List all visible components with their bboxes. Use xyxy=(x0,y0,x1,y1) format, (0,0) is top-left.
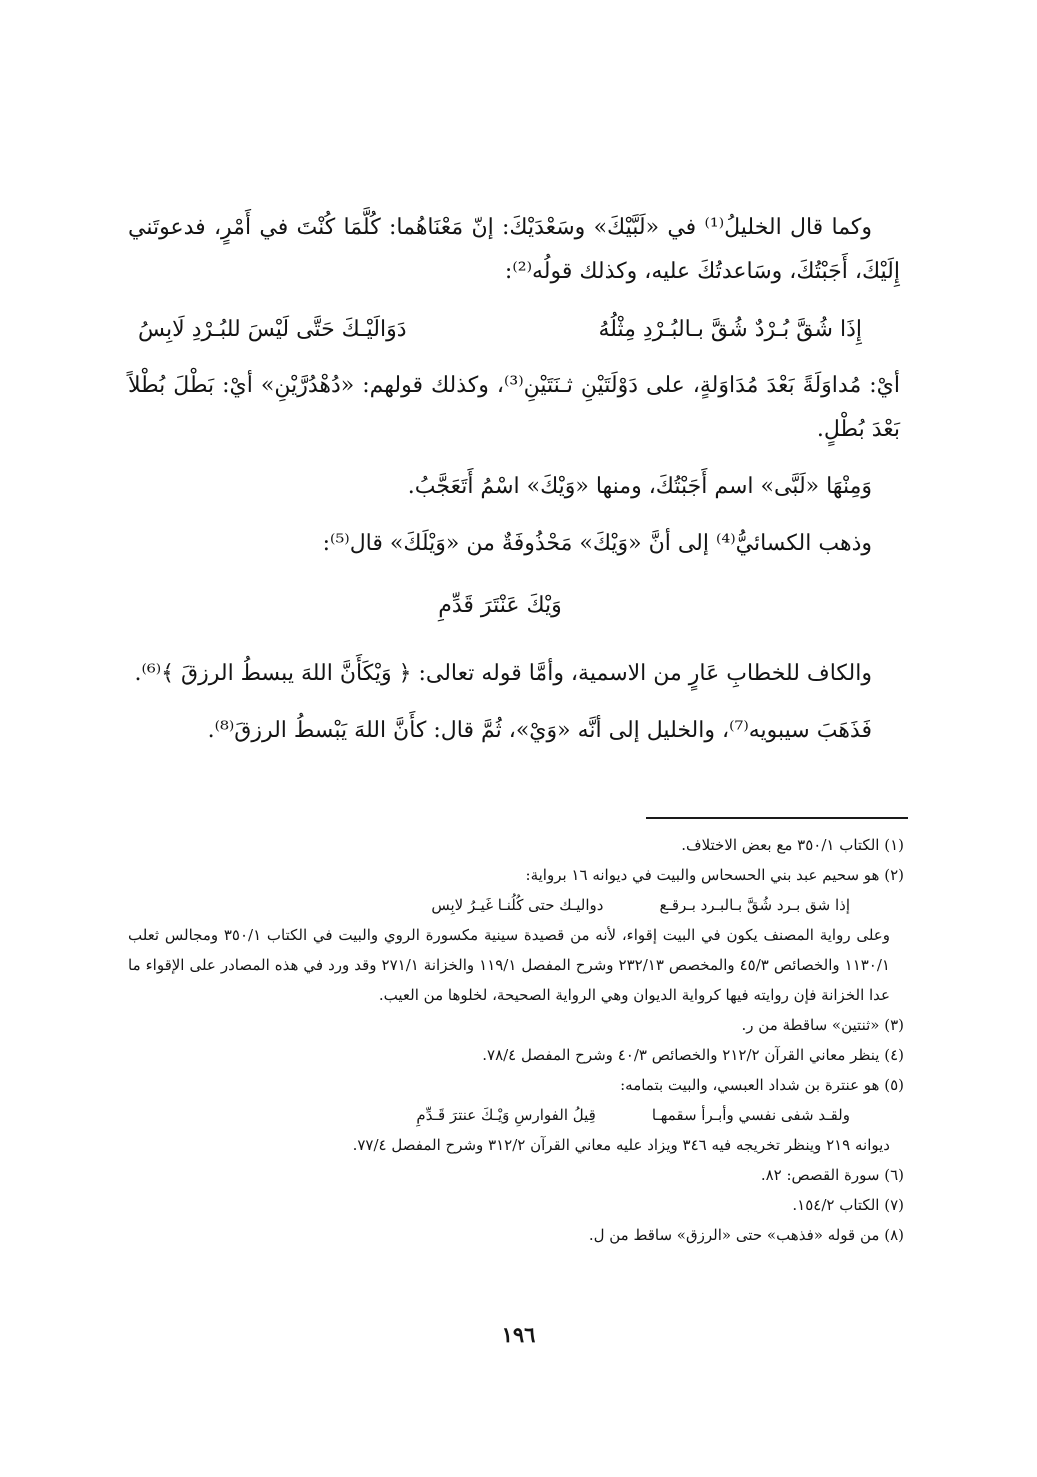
footnote-5-verse-first: ولقـد شفى نفسي وأبـرأ سقمهـا xyxy=(651,1106,850,1124)
verse-2-text: وَيْكَ عَنْتَرَ قَدِّمِ xyxy=(438,593,562,618)
verse-1-first-hemistich: إِذَا شُقَّ بُـرْدٌ شُقَّ بـالبُـرْدِ مِثْلُهُ xyxy=(598,317,862,342)
footnote-2-verse-first: إذا شق بـرد شُقَّ بـالبـرد بـرقـع xyxy=(659,896,850,914)
footnote-6: (٦) سورة القصص: ٨٢. xyxy=(760,1166,904,1184)
footnote-1: (١) الكتاب ٣٥٠/١ مع بعض الاختلاف. xyxy=(681,836,904,854)
footnote-4: (٤) ينظر معاني القرآن ٢١٢/٢ والخصائص ٤٠/٣ وشرح المفصل ٧٨/٤. xyxy=(482,1046,904,1064)
page-number: ١٩٦ xyxy=(501,1322,536,1347)
paragraph-4: وذهب الكسائيُّ⁽⁴⁾ إلى أنَّ «وَيْكَ» مَحْذُوفَةٌ من «وَيْلَكَ» قال⁽⁵⁾: xyxy=(322,531,872,556)
footnote-5-verse xyxy=(128,1100,904,1130)
verse-1 xyxy=(128,308,900,352)
footnote-5-continuation: ديوانه ٢١٩ وينظر تخريجه فيه ٣٤٦ ويزاد عليه معاني القرآن ٣١٢/٢ وشرح المفصل ٧٧/٤. xyxy=(352,1136,890,1154)
footnote-2: (٢) هو سحيم عبد بني الحسحاس والبيت في ديوانه ١٦ برواية: xyxy=(525,866,904,884)
footnote-5: (٥) هو عنترة بن شداد العبسي، والبيت بتمامه: xyxy=(620,1076,904,1094)
paragraph-2: أيْ: مُداوَلَةً بَعْدَ مُدَاوَلةٍ، على دَوْلَتَيْنِ ثـنَتَيْنِ⁽³⁾، وكذلك قولهم: «دُهْدُرَّيْنِ» أيْ: بَطْلَ بُطْلاً بَعْدَ بُطْلٍ. xyxy=(128,373,900,442)
footnote-3: (٣) «ثنتين» ساقطة من ر. xyxy=(741,1016,904,1034)
verse-2 xyxy=(128,584,900,628)
paragraph-1: وكما قال الخليلُ⁽¹⁾ في «لَبَّيْكَ» وسَعْدَيْكَ: إنّ مَعْنَاهُما: كُلَّمَا كُنْتَ في أَمْرٍ، فدعوتَني إِلَيْكَ، أَجَبْتُكَ، وسَاعدتُكَ عليه، وكذلك قولُه⁽²⁾: xyxy=(128,215,900,284)
verse-1-second-hemistich: دَوَالَيْـكَ حَتَّى لَيْسَ للبُـرْدِ لَابِسُ xyxy=(138,317,407,342)
footnote-2-verse-second: دواليـك حتى كُلُنـا غَيـرُ لابِس xyxy=(431,896,604,914)
footnote-5-verse-second: قِيلُ الفوارسِ وَيْـكَ عنترَ قَـدِّمِ xyxy=(416,1106,596,1124)
paragraph-3: وَمِنْهَا «لَبَّى» اسم أَجَبْتُكَ، ومنها «وَيْكَ» اسْمُ أَتَعَجَّبُ. xyxy=(407,474,872,499)
footnote-divider xyxy=(646,817,908,819)
footnote-7: (٧) الكتاب ١٥٤/٢. xyxy=(792,1196,904,1214)
paragraph-5: والكاف للخطابِ عَارٍ من الاسمية، وأمَّا قوله تعالى: ﴿ وَيْكَأَنَّ اللهَ يبسطُ الرزقَ ﴾⁽⁶⁾. xyxy=(134,661,872,686)
main-text xyxy=(128,206,900,753)
footnote-2-continuation: وعلى رواية المصنف يكون في البيت إقواء، لأنه من قصيدة سينية مكسورة الروي والبيت في الكتاب ٣٥٠/١ ومجالس ثعلب ١١٣٠/١ والخصائص ٤٥/٣ والمخصص ٢٣٢/١٣ وشرح المفصل ١١٩/١ والخزانة ٢٧١/١ وقد ورد في هذه المصادر على الإقواء ما عدا الخزانة فإن روايته فيها كرواية الديوان وهي الرواية الصحيحة، لخلوها من العيب. xyxy=(128,926,890,1004)
footnotes xyxy=(128,830,904,1250)
footnote-2-verse xyxy=(128,890,904,920)
paragraph-6: فَذَهَبَ سيبويه⁽⁷⁾، والخليل إلى أنَّه «وَيْ»، ثُمَّ قال: كأَنَّ اللهَ يَبْسطُ الرزقَ⁽⁸⁾. xyxy=(207,718,872,743)
footnote-8: (٨) من قوله «فذهب» حتى «الرزق» ساقط من ل. xyxy=(588,1226,904,1244)
